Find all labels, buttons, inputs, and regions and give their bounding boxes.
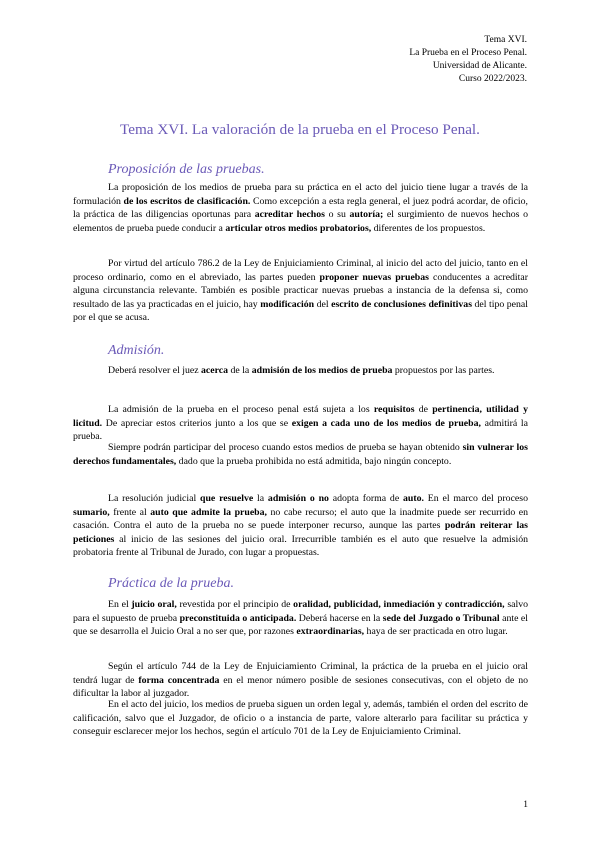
text-run: salvo para el supuesto de prueba — [73, 599, 528, 624]
bold-text-run: autoría; — [349, 209, 384, 220]
text-run: En el acto del juicio, los medios de prueba siguen un orden legal y, además, también el orden del escrito de calificación, salvo que el Juzgador, de oficio o a instancia de parte, valore alterarlo para facilitar su práctica y conseguir esclarecer mejor los hechos, según el artículo 701 de la Ley de Enjuiciamiento Criminal. — [73, 699, 528, 737]
bold-text-run: acreditar hechos — [254, 209, 325, 220]
bold-text-run: que resuelve — [200, 493, 254, 504]
paragraph — [73, 364, 528, 378]
bold-text-run: pertinencia, utilidad y licitud. — [73, 404, 528, 429]
paragraph — [73, 403, 528, 444]
text-run: adopta forma de — [328, 493, 404, 504]
section-heading-admision: Admisión. — [108, 343, 165, 358]
text-run: La resolución judicial — [108, 493, 201, 504]
bold-text-run: podrán reiterar las peticiones — [73, 520, 528, 545]
paragraph — [73, 598, 528, 639]
text-run: la — [253, 493, 268, 504]
text-run: haya de ser practicada en otro lugar. — [364, 626, 508, 637]
text-run: del — [314, 298, 332, 310]
text-run: Según el artículo 744 de la Ley de Enjuiciamiento Criminal, la práctica de la prueba en el juicio oral tendrá lugar de — [73, 661, 528, 686]
text-run: al inicio de las sesiones del juicio oral. Irrecurrible también es el auto que resuelve la admisión probatoria frente al Tribunal de Jurado, con lugar a propuestas. — [73, 533, 528, 558]
paragraph — [73, 660, 528, 701]
text-run: Siempre podrán participar del proceso cuando estos medios de prueba se hayan obtenido — [108, 442, 463, 453]
bold-text-run: sumario, — [73, 506, 110, 518]
bold-text-run: articular otros medios probatorios, — [225, 222, 372, 234]
bold-text-run: admisión o no — [267, 493, 329, 504]
text-run: admitirá la prueba. — [73, 417, 529, 442]
text-run: La proposición de los medios de prueba para su práctica en el acto del juicio tiene lugar a través de la formulación — [73, 182, 528, 207]
paragraph — [73, 257, 528, 325]
document-header — [409, 34, 527, 86]
bold-text-run: forma concentrada — [138, 674, 220, 686]
text-run: no cabe recurso; el auto que la inadmite puede ser recurrido en casación. Contra el auto de la prueba no se puede interponer recurso, aunque las partes — [73, 506, 528, 531]
text-run: frente al — [109, 506, 151, 518]
bold-text-run: exigen a cada uno de los medios de prueba, — [291, 417, 481, 429]
bold-text-run: modificación — [260, 298, 315, 310]
text-run: en el menor número posible de sesiones consecutivas, con el objeto de no dificultar la labor al juzgador. — [73, 674, 529, 699]
bold-text-run: sin vulnerar los derechos fundamentales, — [73, 442, 528, 467]
bold-text-run: juicio oral, — [131, 599, 177, 610]
page-number: 1 — [523, 800, 528, 810]
bold-text-run: auto. — [403, 493, 424, 504]
text-run: Deberá hacerse en la — [296, 612, 383, 624]
text-run: Por virtud del artículo 786.2 de la Ley de Enjuiciamiento Criminal, al inicio del acto del juicio, tanto en el proceso ordinario, como en el abreviado, las partes pueden — [73, 258, 528, 283]
text-run: el surgimiento de nuevos hechos o elementos de prueba puede conducir a — [73, 209, 529, 234]
bold-text-run: oralidad, publicidad, inmediación y contradicción, — [293, 599, 505, 610]
bold-text-run: sede del Juzgado o Tribunal — [382, 612, 500, 624]
text-run: dado que la prueba prohibida no está admitida, bajo ningún concepto. — [176, 455, 452, 467]
text-run: En el — [108, 599, 132, 610]
bold-text-run: acerca — [201, 365, 229, 376]
text-run: conducentes a acreditar alguna circunstancia relevante. También es posible practicar nuevas pruebas a instancia de la defensa si, como resultado de las ya practicadas en el juicio, hay — [73, 271, 528, 310]
text-run: La admisión de la prueba en el proceso penal está sujeta a los — [108, 404, 374, 415]
text-run: diferentes de los propuestos. — [371, 222, 486, 234]
page-title: Tema XVI. La valoración de la prueba en el Proceso Penal. — [120, 121, 480, 138]
header-line: Curso 2022/2023. — [458, 74, 527, 84]
bold-text-run: de los escritos de clasificación. — [123, 195, 251, 207]
bold-text-run: requisitos — [373, 404, 415, 415]
header-line: Universidad de Alicante. — [432, 61, 527, 71]
text-run: En el marco del proceso — [423, 493, 528, 504]
paragraph — [73, 181, 528, 235]
paragraph — [73, 441, 528, 468]
bold-text-run: auto que admite la prueba, — [150, 506, 267, 518]
text-run: de la — [228, 365, 252, 376]
paragraph — [73, 698, 528, 739]
text-run: De apreciar estos criterios junto a los que se — [102, 417, 292, 429]
bold-text-run: proponer nuevas pruebas — [319, 271, 429, 283]
header-line: La Prueba en el Proceso Penal. — [409, 48, 527, 58]
bold-text-run: admisión de los medios de prueba — [251, 365, 393, 376]
paragraph — [73, 492, 528, 560]
text-run: del tipo penal por el que se acusa. — [73, 298, 528, 323]
text-run: propuestos por las partes. — [392, 365, 495, 376]
text-run: o su — [324, 209, 350, 220]
text-run: revestida por el principio de — [176, 599, 294, 610]
bold-text-run: escrito de conclusiones definitivas — [331, 298, 473, 310]
section-heading-practica: Práctica de la prueba. — [108, 576, 234, 591]
text-run: de — [414, 404, 433, 415]
header-line: Tema XVI. — [484, 35, 527, 45]
text-run: Deberá resolver el juez — [108, 365, 202, 376]
section-heading-proposicion: Proposición de las pruebas. — [108, 162, 265, 177]
text-run: ante el que se desarrolla el Juicio Oral a no ser que, por razones — [73, 612, 529, 637]
bold-text-run: preconstituida o anticipada. — [179, 612, 297, 624]
bold-text-run: extraordinarias, — [296, 626, 365, 637]
text-run: Como excepción a esta regla general, el juez podrá acordar, de oficio, la práctica de las diligencias oportunas para — [73, 195, 528, 220]
